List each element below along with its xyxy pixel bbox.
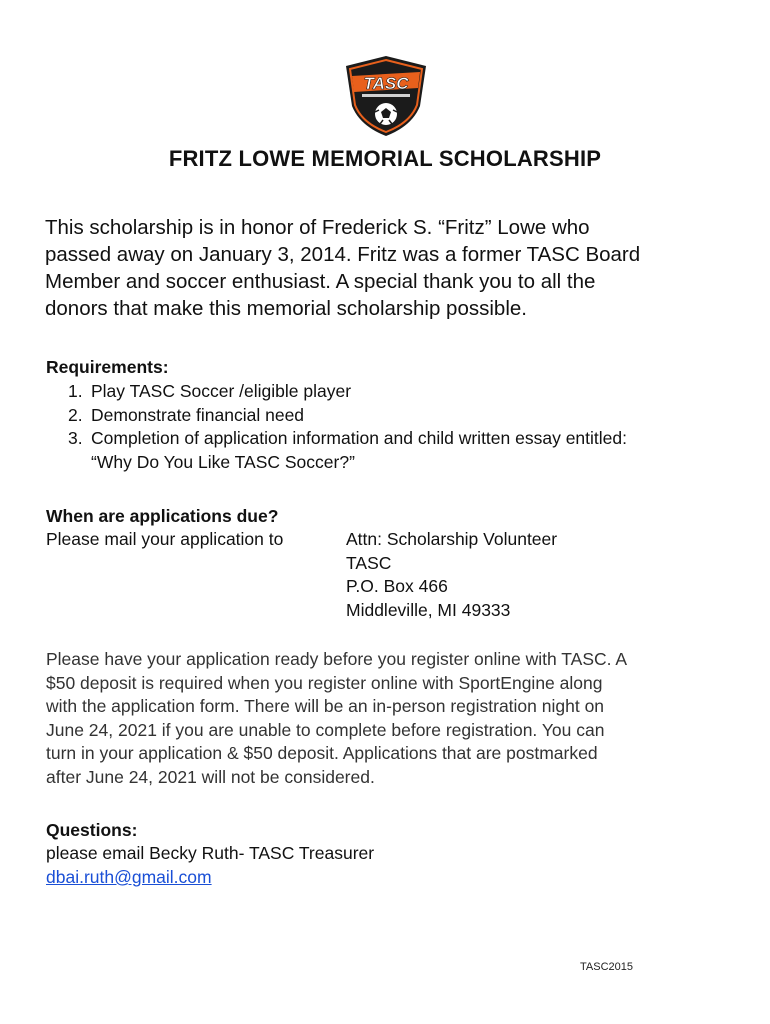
requirement-number: 1.: [68, 381, 83, 401]
notice-line: $50 deposit is required when you register online with SportEngine along: [46, 672, 603, 693]
applications-due-heading: When are applications due?: [46, 506, 279, 526]
address-line: P.O. Box 466: [346, 576, 448, 596]
requirement-text: “Why Do You Like TASC Soccer?”: [91, 451, 355, 472]
tasc-logo: [342, 54, 430, 138]
intro-line: donors that make this memorial scholarship possible.: [45, 297, 527, 320]
requirement-text: Play TASC Soccer /eligible player: [91, 381, 352, 401]
footer-code: TASC2015: [580, 961, 633, 973]
requirement-item: [46, 404, 736, 428]
tasc-shield-icon: [342, 54, 430, 138]
notice-line: June 24, 2021 if you are unable to complete before registration. You can: [46, 719, 605, 740]
notice-line: Please have your application ready before you register online with TASC. A: [46, 649, 628, 669]
intro-paragraph: [45, 214, 735, 322]
requirement-text: Demonstrate financial need: [91, 404, 305, 425]
mailing-address: [346, 528, 557, 622]
address-line: Middleville, MI 49333: [346, 599, 511, 620]
requirement-text: Completion of application information and child written essay entitled:: [91, 428, 627, 448]
address-line: TASC: [346, 552, 392, 573]
requirements-list: [46, 380, 736, 474]
requirement-number: 3.: [68, 428, 83, 448]
requirements-heading: Requirements:: [46, 357, 169, 377]
logo-text: TASC: [363, 74, 409, 93]
requirement-item: [46, 380, 736, 404]
notice-line: with the application form. There will be an in-person registration night on: [46, 696, 605, 717]
page-title: FRITZ LOWE MEMORIAL SCHOLARSHIP: [168, 146, 602, 171]
mail-label: Please mail your application to: [46, 529, 284, 549]
notice-line: after June 24, 2021 will not be considered.: [46, 766, 375, 787]
requirement-item: [46, 427, 736, 474]
registration-notice: [46, 648, 736, 790]
questions-text: please email Becky Ruth- TASC Treasurer: [46, 843, 375, 863]
intro-line: passed away on January 3, 2014. Fritz was a former TASC Board: [45, 243, 641, 266]
address-line: Attn: Scholarship Volunteer: [346, 529, 558, 549]
intro-line: This scholarship is in honor of Frederick S. “Fritz” Lowe who: [45, 216, 590, 239]
intro-line: Member and soccer enthusiast. A special thank you to all the: [45, 270, 596, 293]
email-link[interactable]: dbai.ruth@gmail.com: [46, 867, 212, 887]
requirement-number: 2.: [68, 404, 83, 425]
notice-line: turn in your application & $50 deposit. Applications that are postmarked: [46, 743, 598, 764]
questions-heading: Questions:: [46, 820, 138, 840]
